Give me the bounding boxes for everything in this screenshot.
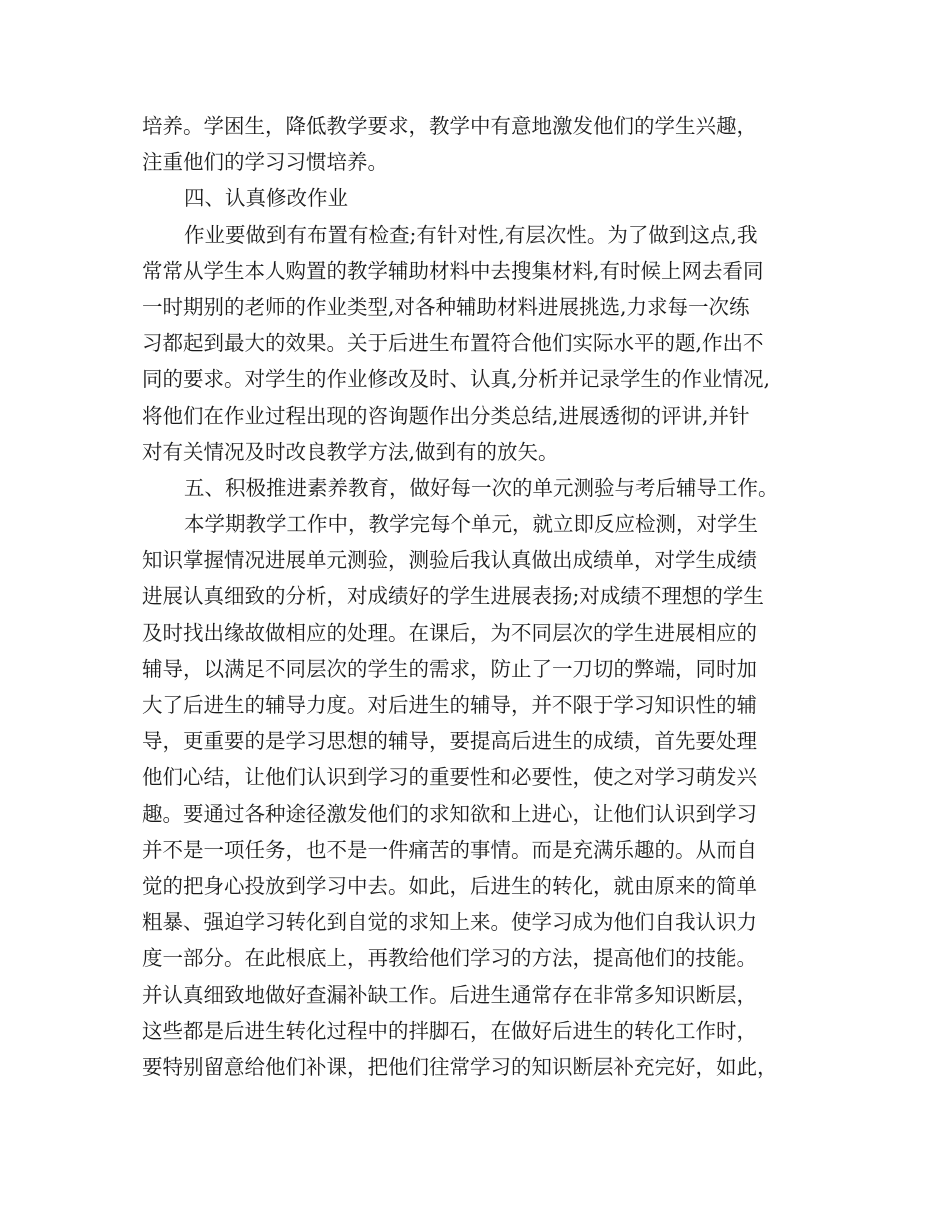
text-line: 并认真细致地做好查漏补缺工作。后进生通常存在非常多知识断层， [142,982,757,1007]
text-line: 大了后进生的辅导力度。对后进生的辅导，并不限于学习知识性的辅 [142,693,757,717]
text-line: 进展认真细致的分析，对成绩好的学生进展表扬;对成绩不理想的学生 [142,584,764,609]
text-line: 将他们在作业过程出现的咨询题作出分类总结,进展透彻的评讲,并针 [142,403,750,428]
text-line: 他们心结，让他们认识到学习的重要性和必要性，使之对学习萌发兴 [142,765,757,790]
text-line: 本学期教学工作中，教学完每个单元，就立即反应检测，对学生 [184,512,758,537]
text-line: 常常从学生本人购置的教学辅助材料中去搜集材料,有时候上网去看同 [142,258,764,283]
text-line: 同的要求。对学生的作业修改及时、认真,分析并记录学生的作业情况, [142,367,771,392]
text-line: 作业要做到有布置有检查;有针对性,有层次性。为了做到这点,我 [184,222,758,247]
text-line: 度一部分。在此根底上，再教给他们学习的方法，提高他们的技能。 [142,946,757,971]
text-line: 一时期别的老师的作业类型,对各种辅助材料进展挑选,力求每一次练 [142,294,750,319]
section-heading-4: 四、认真修改作业 [184,186,348,211]
text-line: 趣。要通过各种途径激发他们的求知欲和上进心，让他们认识到学习 [142,801,757,826]
text-line: 粗暴、强迫学习转化到自觉的求知上来。使学习成为他们自我认识力 [142,910,757,935]
text-line: 觉的把身心投放到学习中去。如此，后进生的转化，就由原来的简单 [142,873,757,898]
text-line: 这些都是后进生转化过程中的拌脚石，在做好后进生的转化工作时， [142,1018,757,1043]
text-line: 及时找出缘故做相应的处理。在课后，为不同层次的学生进展相应的 [142,620,757,645]
section-heading-5: 五、积极推进素养教育，做好每一次的单元测验与考后辅导工作。 [184,475,779,500]
text-line: 对有关情况及时改良教学方法,做到有的放矢。 [142,439,559,464]
text-line: 辅导，以满足不同层次的学生的需求，防止了一刀切的弊端，同时加 [142,656,757,681]
text-line: 培养。学困生，降低教学要求，教学中有意地激发他们的学生兴趣， [142,114,757,138]
text-line: 习都起到最大的效果。关于后进生布置符合他们实际水平的题,作出不 [142,331,764,356]
text-line: 并不是一项任务，也不是一件痛苦的事情。而是充满乐趣的。从而自 [142,837,757,862]
text-line: 导，更重要的是学习思想的辅导，要提高后进生的成绩，首先要处理 [142,729,757,754]
text-line: 要特别留意给他们补课，把他们往常学习的知识断层补充完好，如此， [142,1054,778,1079]
text-line: 知识掌握情况进展单元测验，测验后我认真做出成绩单，对学生成绩 [142,548,757,573]
text-line: 注重他们的学习习惯培养。 [142,150,388,175]
document-body [142,108,822,1085]
